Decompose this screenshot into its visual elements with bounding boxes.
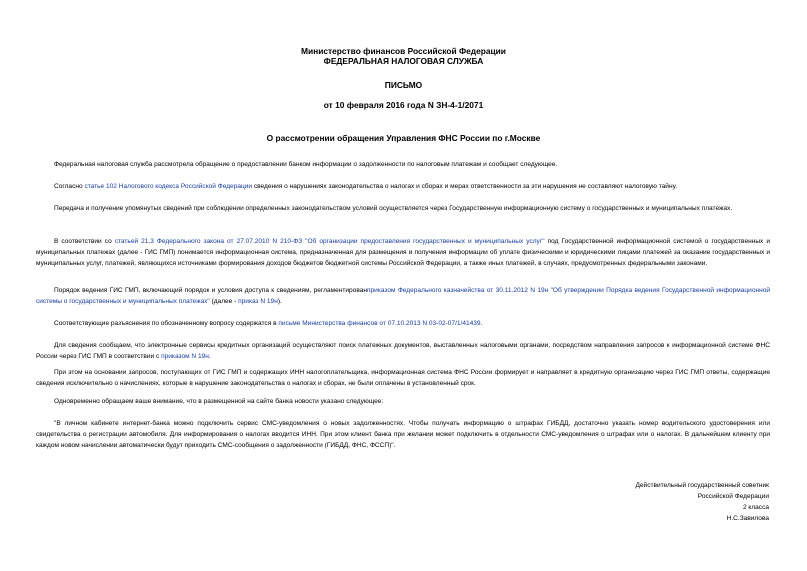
- document-date-number: от 10 февраля 2016 года N ЗН-4-1/2071: [323, 100, 484, 110]
- paragraph-2-text-before: Согласно: [54, 183, 85, 190]
- paragraph-6-text-after: .: [480, 320, 483, 327]
- treasury-order-19n-link[interactable]: приказом Федерального казначейства от 30.11.2012 N 19н "Об утверждении Порядка ведения Государственной информационной системы о государственных и муниципальных платежах": [36, 287, 770, 305]
- paragraph-7-text-before: Для сведения сообщаем, что электронные сервисы кредитных организаций осуществляют поиск платежных документов, выставленных налоговыми органами, посредством направления запросов к информационной системе ФНС России через ГИС ГМП в соответствии с: [36, 342, 770, 360]
- paragraph-7: [36, 340, 770, 362]
- paragraph-9: Одновременно обращаем ваше внимание, что в размещенной на сайте банка новости указано следующее:: [54, 398, 384, 405]
- paragraph-5-text-middle: (далее -: [209, 298, 239, 305]
- paragraph-3: Передача и получение упомянутых сведений при соблюдении определенных законодательством условий осуществляется через Государственную информационную систему о государственных и муниципальных платежах.: [54, 205, 733, 212]
- paragraph-4-text-after: под Государственной информационной системой о государственных и муниципальных платежах (далее - ГИС ГМП) понимается информационная система, предназначенная для размещения и получения информации об уплате физическими и юридическими лицами платежей за оказание государственных и муниципальных услуг, платежей, являющихся источниками формирования доходов бюджетов бюджетной системы Российской Федерации, а также иных платежей, в случаях, предусмотренных федеральными законами.: [36, 238, 770, 267]
- paragraph-5-text-before: Порядок ведения ГИС ГМП, включающий порядок и условия доступа к сведениям, регламентирован: [54, 287, 367, 294]
- paragraph-2-text-after: сведения о нарушениях законодательства о налогах и сборах и мерах ответственности за эти нарушения не составляют налоговую тайну.: [252, 183, 678, 190]
- signatory-title-line-3: 2 класса: [742, 504, 769, 511]
- order-19n-link[interactable]: приказом N 19н: [161, 353, 209, 360]
- minfin-letter-link[interactable]: письме Министерства финансов от 07.10.2013 N 03-02-07/1/41439: [278, 320, 481, 327]
- paragraph-6: [36, 318, 770, 329]
- signatory-title-line-2: Российской Федерации: [697, 493, 769, 500]
- paragraph-6-text-before: Соответствующие разъяснения по обозначенному вопросу содержатся в: [54, 320, 279, 327]
- ministry-title: Министерство финансов Российской Федерации: [301, 46, 506, 56]
- service-title: ФЕДЕРАЛЬНАЯ НАЛОГОВАЯ СЛУЖБА: [323, 56, 484, 66]
- paragraph-2: [36, 181, 770, 192]
- paragraph-5: [36, 285, 770, 307]
- paragraph-4: [36, 236, 770, 269]
- paragraph-5-text-after: ).: [277, 298, 282, 305]
- paragraph-10-quote: "В личном кабинете интернет-банка можно подключить сервис СМС-уведомления о новых задолженностях. Чтобы получать информацию о штрафах ГИБДД, достаточно указать номер водительского удостоверения или свидетельства о регистрации автомобиля. Для информирования о налогах вводится ИНН. При этом клиент банка при желании может подключить в отдельности СМС-уведомления о штрафах или о налогах. В дальнейшем клиенту при каждом новом начислении автоматически будут приходить СМС-сообщения о задолженности (ГИБДД, ФНС, ФССП)".: [36, 420, 770, 449]
- signatory-title-line-1: Действительный государственный советник: [635, 482, 769, 489]
- paragraph-4-text-before: В соответствии со: [54, 238, 115, 245]
- tax-code-article-102-link[interactable]: статье 102 Налогового кодекса Российской Федерации: [84, 183, 253, 190]
- document-type: ПИСЬМО: [384, 80, 423, 90]
- order-19n-short-link[interactable]: приказ N 19н: [238, 298, 278, 305]
- paragraph-1: Федеральная налоговая служба рассмотрела обращение о предоставлении банком информации о задолженности по налоговым платежам и сообщает следующее.: [54, 161, 558, 168]
- signatory-name: Н.С.Завилова: [726, 515, 769, 522]
- paragraph-8: При этом на основании запросов, поступающих от ГИС ГМП и содержащих ИНН налогоплательщика, информационная система ФНС России формирует и направляет в кредитную организацию через ГИС ГМП ответы, содержащие сведения исключительно о начислениях, которые в нарушение законодательства о налогах и сборах, не были оплачены в установленный срок.: [36, 369, 770, 387]
- document-subject: О рассмотрении обращения Управления ФНС России по г.Москве: [266, 133, 541, 143]
- paragraph-7-text-after: .: [208, 353, 211, 360]
- federal-law-210-link[interactable]: статьей 21.3 Федерального закона от 27.07.2010 N 210-ФЗ "Об организации предоставления государственных и муниципальных услуг": [114, 238, 545, 245]
